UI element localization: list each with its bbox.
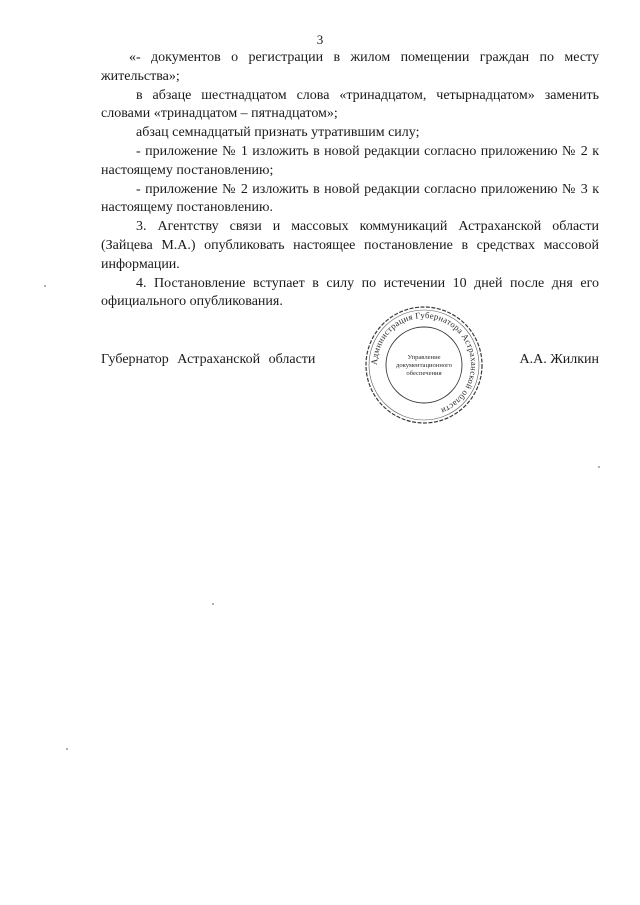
page-number: 3 — [316, 32, 324, 47]
paragraph-7: 4. Постановление вступает в силу по истечении 10 дней после дня его официального опубликования. — [101, 275, 599, 310]
paragraph-4: - приложение № 1 изложить в новой редакции согласно приложению № 2 к настоящему постановлению; — [101, 143, 599, 178]
seal-center-line-3: обеспечения — [406, 370, 442, 377]
document-body — [101, 49, 599, 312]
seal-graphic — [363, 304, 485, 426]
paragraph-3: абзац семнадцатый признать утратившим силу; — [136, 125, 420, 141]
paragraph-2: в абзаце шестнадцатом слова «тринадцатом, четырнадцатом» заменить словами «тринадцатом – пятнадцатом»; — [101, 87, 599, 122]
scan-speck — [598, 466, 600, 468]
signer-title: Губернатор Астраханской области — [101, 352, 316, 367]
scan-speck — [66, 748, 68, 750]
signer-name: А.А. Жилкин — [519, 352, 599, 367]
seal-ring-text: Администрация Губернатора Астраханской области — [368, 309, 480, 417]
scan-speck — [212, 603, 214, 605]
scan-speck — [44, 285, 46, 287]
seal-center-line-2: документационного — [395, 362, 453, 369]
paragraph-6: 3. Агентству связи и массовых коммуникаций Астраханской области (Зайцева М.А.) опубликовать настоящее постановление в средствах массовой информации. — [101, 219, 599, 272]
paragraph-1: «- документов о регистрации в жилом помещении граждан по месту жительства»; — [101, 50, 599, 84]
seal-center-line-1: Управление — [407, 354, 441, 361]
paragraph-5: - приложение № 2 изложить в новой редакции согласно приложению № 3 к настоящему постановлению. — [101, 181, 599, 216]
official-seal — [363, 304, 485, 426]
